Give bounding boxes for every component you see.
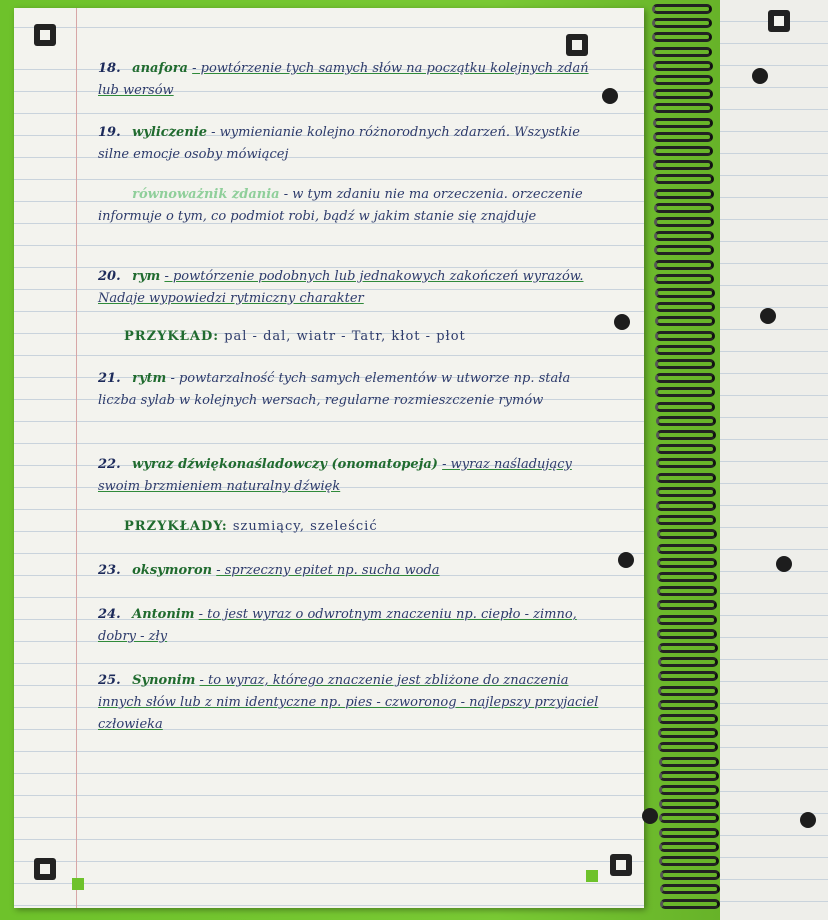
list-item xyxy=(98,454,608,498)
list-item xyxy=(98,368,608,412)
spiral-coil xyxy=(655,288,715,298)
spiral-coil xyxy=(659,757,719,767)
punch-hole xyxy=(800,812,816,828)
spiral-coil xyxy=(654,231,714,241)
spiral-coil xyxy=(658,700,718,710)
spiral-coil xyxy=(654,274,714,284)
spiral-coil xyxy=(658,686,718,696)
notebook-logo-icon xyxy=(610,854,632,876)
punch-hole xyxy=(776,556,792,572)
spiral-coil xyxy=(658,728,718,738)
entry-number: 22. xyxy=(98,457,121,472)
spiral-coil xyxy=(658,657,718,667)
spiral-coil xyxy=(658,643,718,653)
spiral-coil xyxy=(654,189,714,199)
spiral-coil xyxy=(660,870,720,880)
spiral-binding xyxy=(652,0,718,920)
margin-line xyxy=(76,8,77,908)
spiral-coil xyxy=(656,416,716,426)
spiral-coil xyxy=(658,671,718,681)
spiral-coil xyxy=(659,813,719,823)
spiral-coil xyxy=(652,4,712,14)
example-line xyxy=(124,326,634,348)
punch-hole xyxy=(752,68,768,84)
spiral-coil xyxy=(655,331,715,341)
spiral-coil xyxy=(656,444,716,454)
entry-definition: - to wyraz, którego znaczenie jest zbliżone do znaczenia innych słów lub z nim identyczne np. pies - czworonog - najlepszy przyjaciel człowieka xyxy=(98,673,599,732)
example-label: PRZYKŁADY: xyxy=(124,519,228,534)
example-text: pal - dal, wiatr - Tatr, kłot - płot xyxy=(224,329,466,344)
spiral-coil xyxy=(656,430,716,440)
notebook-logo-icon xyxy=(566,34,588,56)
spiral-coil xyxy=(656,458,716,468)
spiral-coil xyxy=(657,615,717,625)
notebook-page xyxy=(14,8,644,908)
entry-definition: - wymienianie kolejno różnorodnych zdarzeń. Wszystkie silne emocje osoby mówiącej xyxy=(98,125,580,162)
spiral-coil xyxy=(657,529,717,539)
entry-number: 18. xyxy=(98,61,121,76)
spiral-coil xyxy=(655,387,715,397)
entry-definition: - wyraz naśladujący swoim brzmieniem naturalny dźwięk xyxy=(98,457,572,494)
entry-definition: - powtarzalność tych samych elementów w utworze np. stała liczba sylab w kolejnych wersach, regularne rozmieszczenie rymów xyxy=(98,371,571,408)
list-item xyxy=(98,122,608,166)
entry-term: rytm xyxy=(132,371,167,386)
list-item xyxy=(98,58,608,102)
spiral-coil xyxy=(652,32,712,42)
spiral-coil xyxy=(660,884,720,894)
spiral-coil xyxy=(652,18,712,28)
list-item xyxy=(98,184,608,228)
spiral-coil xyxy=(659,799,719,809)
spiral-coil xyxy=(653,160,713,170)
spiral-coil xyxy=(659,771,719,781)
list-item xyxy=(98,670,608,736)
entry-number: 25. xyxy=(98,673,121,688)
entry-term: równoważnik zdania xyxy=(132,187,280,202)
punch-hole xyxy=(760,308,776,324)
spiral-coil xyxy=(655,316,715,326)
green-marker-icon xyxy=(586,870,598,882)
entry-definition: - powtórzenie tych samych słów na początku kolejnych zdań lub wersów xyxy=(98,61,589,98)
entry-term: wyliczenie xyxy=(132,125,207,140)
list-item xyxy=(98,560,608,582)
spiral-coil xyxy=(657,572,717,582)
spiral-coil xyxy=(653,89,713,99)
spiral-coil xyxy=(657,629,717,639)
spiral-coil xyxy=(654,174,714,184)
entry-term: rym xyxy=(132,269,161,284)
spiral-coil xyxy=(655,359,715,369)
spiral-coil xyxy=(658,714,718,724)
spiral-coil xyxy=(654,260,714,270)
entry-number: 20. xyxy=(98,269,121,284)
spiral-coil xyxy=(655,302,715,312)
entry-term: wyraz dźwiękonaśladowczy (onomatopeja) xyxy=(132,457,438,472)
example-label: PRZYKŁAD: xyxy=(124,329,220,344)
spiral-coil xyxy=(659,842,719,852)
entry-definition: - w tym zdaniu nie ma orzeczenia. orzeczenie informuje o tym, co podmiot robi, bądź w jakim stanie się znajduje xyxy=(98,187,583,224)
list-item xyxy=(98,604,608,648)
spiral-coil xyxy=(655,373,715,383)
spiral-coil xyxy=(659,856,719,866)
spiral-coil xyxy=(652,47,712,57)
spiral-coil xyxy=(657,586,717,596)
entry-definition: - powtórzenie podobnych lub jednakowych zakończeń wyrazów. Nadaje wypowiedzi rytmiczny charakter xyxy=(98,269,584,306)
example-text: szumiący, szeleścić xyxy=(232,519,378,534)
spiral-coil xyxy=(657,558,717,568)
spiral-coil xyxy=(655,402,715,412)
entry-definition: - to jest wyraz o odwrotnym znaczeniu np. ciepło - zimno, dobry - zły xyxy=(98,607,577,644)
punch-hole xyxy=(618,552,634,568)
spiral-coil xyxy=(656,501,716,511)
green-marker-icon xyxy=(72,878,84,890)
entry-term: oksymoron xyxy=(132,563,213,578)
spiral-coil xyxy=(654,245,714,255)
spiral-coil xyxy=(656,473,716,483)
list-item xyxy=(98,266,608,310)
notebook-logo-icon xyxy=(34,24,56,46)
spiral-coil xyxy=(653,146,713,156)
spiral-coil xyxy=(656,515,716,525)
entry-number: 24. xyxy=(98,607,121,622)
spiral-coil xyxy=(658,742,718,752)
notebook-logo-icon xyxy=(34,858,56,880)
example-line xyxy=(124,516,634,538)
entry-definition: - sprzeczny epitet np. sucha woda xyxy=(216,563,440,578)
entry-number: 23. xyxy=(98,563,121,578)
spiral-coil xyxy=(654,203,714,213)
entry-term: anafora xyxy=(132,61,188,76)
spiral-coil xyxy=(653,103,713,113)
spiral-coil xyxy=(660,899,720,909)
spiral-coil xyxy=(653,132,713,142)
spiral-coil xyxy=(656,487,716,497)
spiral-coil xyxy=(659,785,719,795)
spiral-coil xyxy=(657,600,717,610)
next-page-edge xyxy=(720,0,828,920)
spiral-coil xyxy=(657,544,717,554)
spiral-coil xyxy=(655,345,715,355)
spiral-coil xyxy=(653,75,713,85)
notebook-logo-icon xyxy=(768,10,790,32)
entry-number: 19. xyxy=(98,125,121,140)
entry-term: Antonim xyxy=(132,607,195,622)
spiral-coil xyxy=(653,118,713,128)
spiral-coil xyxy=(654,217,714,227)
spiral-coil xyxy=(659,828,719,838)
entry-term: Synonim xyxy=(132,673,196,688)
entry-number: 21. xyxy=(98,371,121,386)
spiral-coil xyxy=(653,61,713,71)
